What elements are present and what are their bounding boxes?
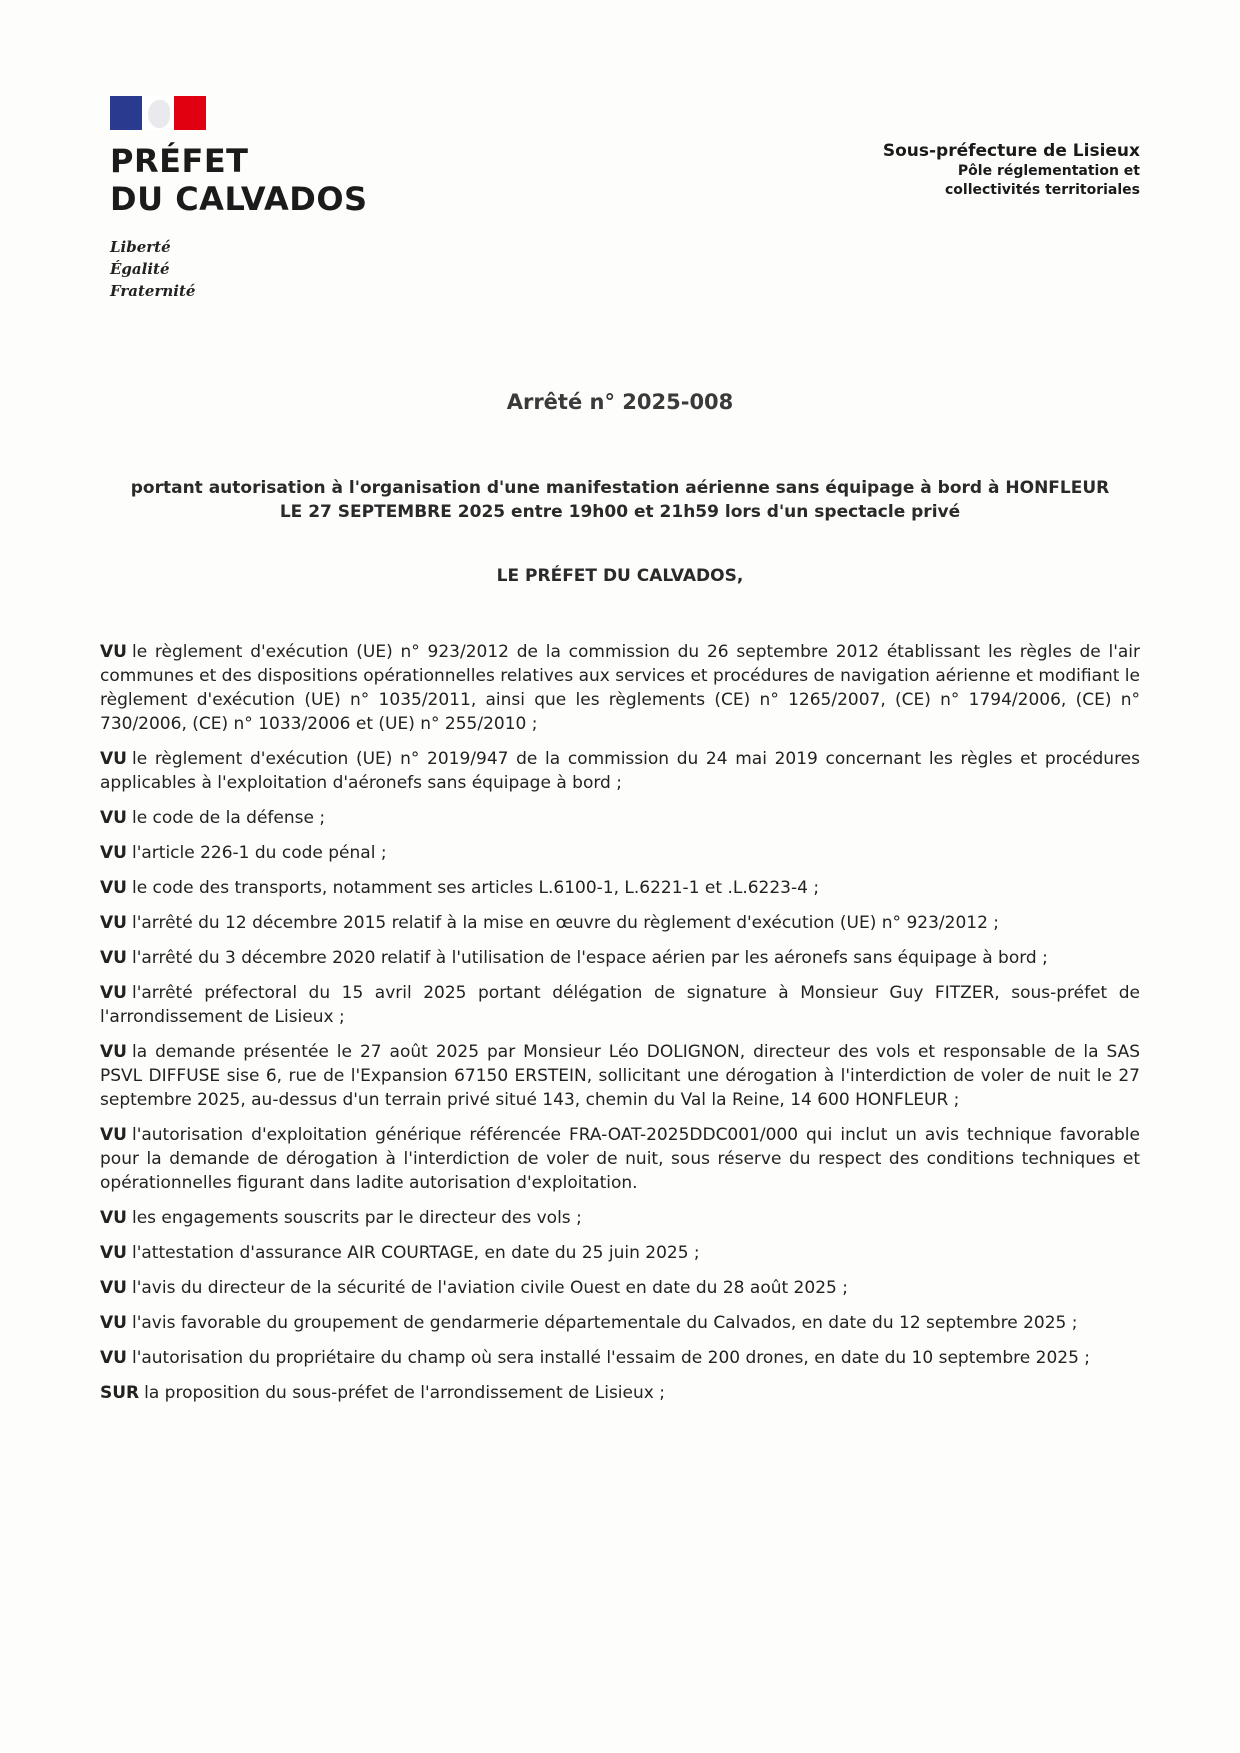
- consideration-text: le règlement d'exécution (UE) n° 2019/947 de la commission du 24 mai 2019 concernant les règles et procédures applicables à l'exploitation d'aéronefs sans équipage à bord ;: [100, 749, 1140, 793]
- consideration-item: [100, 1311, 1140, 1335]
- consideration-keyword: VU: [100, 843, 127, 863]
- consideration-item: [100, 1241, 1140, 1265]
- prefet-title: [110, 142, 368, 218]
- consideration-text: l'autorisation d'exploitation générique référencée FRA-OAT-2025DDC001/000 qui inclut un avis technique favorable pour la demande de dérogation à l'interdiction de voler de nuit, sous réserve du respect des conditions techniques et opérationnelles figurant dans ladite autorisation d'exploitation.: [100, 1125, 1140, 1193]
- consideration-text: le code de la défense ;: [131, 808, 326, 828]
- consideration-keyword: SUR: [100, 1383, 140, 1403]
- subprefecture-name: Sous-préfecture de Lisieux: [882, 141, 1140, 161]
- consideration-item: [100, 911, 1140, 935]
- motto-egalite: Égalité: [110, 260, 170, 278]
- consideration-keyword: VU: [100, 878, 127, 898]
- consideration-keyword: VU: [100, 1278, 127, 1298]
- consideration-item: [100, 640, 1140, 736]
- consideration-text: l'avis favorable du groupement de gendarmerie départementale du Calvados, en date du 12 septembre 2025 ;: [131, 1313, 1078, 1333]
- consideration-text: les engagements souscrits par le directeur des vols ;: [131, 1208, 582, 1228]
- consideration-text: l'arrêté du 12 décembre 2015 relatif à la mise en œuvre du règlement d'exécution (UE) n° 923/2012 ;: [131, 913, 1000, 933]
- considerations-list: [100, 640, 1140, 1416]
- consideration-item: [100, 1040, 1140, 1112]
- consideration-item: [100, 747, 1140, 795]
- consideration-item: [100, 806, 1140, 830]
- consideration-text: l'arrêté préfectoral du 15 avril 2025 portant délégation de signature à Monsieur Guy FITZER, sous-préfet de l'arrondissement de Lisieux ;: [100, 983, 1140, 1027]
- pole-line2: collectivités territoriales: [944, 182, 1140, 198]
- consideration-text: la proposition du sous-préfet de l'arrondissement de Lisieux ;: [144, 1383, 665, 1403]
- consideration-keyword: VU: [100, 1243, 127, 1263]
- consideration-keyword: VU: [100, 913, 127, 933]
- pole-line1: Pôle réglementation et: [957, 163, 1140, 179]
- consideration-item: [100, 946, 1140, 970]
- republic-motto: [110, 236, 368, 302]
- consideration-keyword: VU: [100, 983, 127, 1003]
- decree-title: Arrêté n° 2025-008: [506, 390, 734, 414]
- consideration-item: [100, 1276, 1140, 1300]
- consideration-keyword: VU: [100, 642, 127, 662]
- consideration-text: l'autorisation du propriétaire du champ où sera installé l'essaim de 200 drones, en date du 10 septembre 2025 ;: [131, 1348, 1091, 1368]
- consideration-item: [100, 876, 1140, 900]
- decree-subject: [100, 476, 1140, 524]
- subject-line2: LE 27 SEPTEMBRE 2025 entre 19h00 et 21h59 lors d'un spectacle privé: [279, 502, 961, 522]
- consideration-keyword: VU: [100, 1042, 127, 1062]
- motto-fraternite: Fraternité: [110, 282, 196, 300]
- consideration-item: [100, 1346, 1140, 1370]
- consideration-text: le code des transports, notamment ses articles L.6100-1, L.6221-1 et .L.6223-4 ;: [131, 878, 820, 898]
- consideration-text: l'attestation d'assurance AIR COURTAGE, en date du 25 juin 2025 ;: [131, 1243, 700, 1263]
- subprefecture-header: [883, 140, 1140, 200]
- consideration-text: la demande présentée le 27 août 2025 par Monsieur Léo DOLIGNON, directeur des vols et responsable de la SAS PSVL DIFFUSE sise 6, rue de l'Expansion 67150 ERSTEIN, sollicitant une dérogation à l'interdiction de voler de nuit le 27 septembre 2025, au-dessus d'un terrain privé situé 143, chemin du Val la Reine, 14 600 HONFLEUR ;: [100, 1042, 1140, 1110]
- prefecture-logo: [110, 96, 368, 302]
- consideration-item: [100, 841, 1140, 865]
- consideration-keyword: VU: [100, 808, 127, 828]
- consideration-text: l'article 226-1 du code pénal ;: [131, 843, 387, 863]
- consideration-text: le règlement d'exécution (UE) n° 923/2012 de la commission du 26 septembre 2012 établissant les règles de l'air communes et des dispositions opérationnelles relatives aux services et procédures de navigation aérienne et modifiant le règlement d'exécution (UE) n° 1035/2011, ainsi que les règlements (CE) n° 1265/2007, (CE) n° 1794/2006, (CE) n° 730/2006, (CE) n° 1033/2006 et (UE) n° 255/2010 ;: [100, 642, 1140, 734]
- prefet-title-line2: DU CALVADOS: [110, 180, 368, 218]
- consideration-item: [100, 1123, 1140, 1195]
- consideration-keyword: VU: [100, 948, 127, 968]
- consideration-keyword: VU: [100, 1125, 127, 1145]
- consideration-item: [100, 1206, 1140, 1230]
- consideration-keyword: VU: [100, 1313, 127, 1333]
- consideration-keyword: VU: [100, 1348, 127, 1368]
- subject-line1: portant autorisation à l'organisation d'une manifestation aérienne sans équipage à bord à HONFLEUR: [130, 478, 1110, 498]
- consideration-item: [100, 981, 1140, 1029]
- motto-liberte: Liberté: [110, 238, 171, 256]
- consideration-text: l'arrêté du 3 décembre 2020 relatif à l'utilisation de l'espace aérien par les aéronefs sans équipage à bord ;: [131, 948, 1048, 968]
- marianne-flag-logo: [110, 96, 206, 130]
- consideration-keyword: VU: [100, 749, 127, 769]
- prefet-heading: LE PRÉFET DU CALVADOS,: [496, 566, 744, 586]
- prefet-title-line1: PRÉFET: [110, 142, 249, 180]
- consideration-item: [100, 1381, 1140, 1405]
- consideration-keyword: VU: [100, 1208, 127, 1228]
- consideration-text: l'avis du directeur de la sécurité de l'aviation civile Ouest en date du 28 août 2025 ;: [131, 1278, 848, 1298]
